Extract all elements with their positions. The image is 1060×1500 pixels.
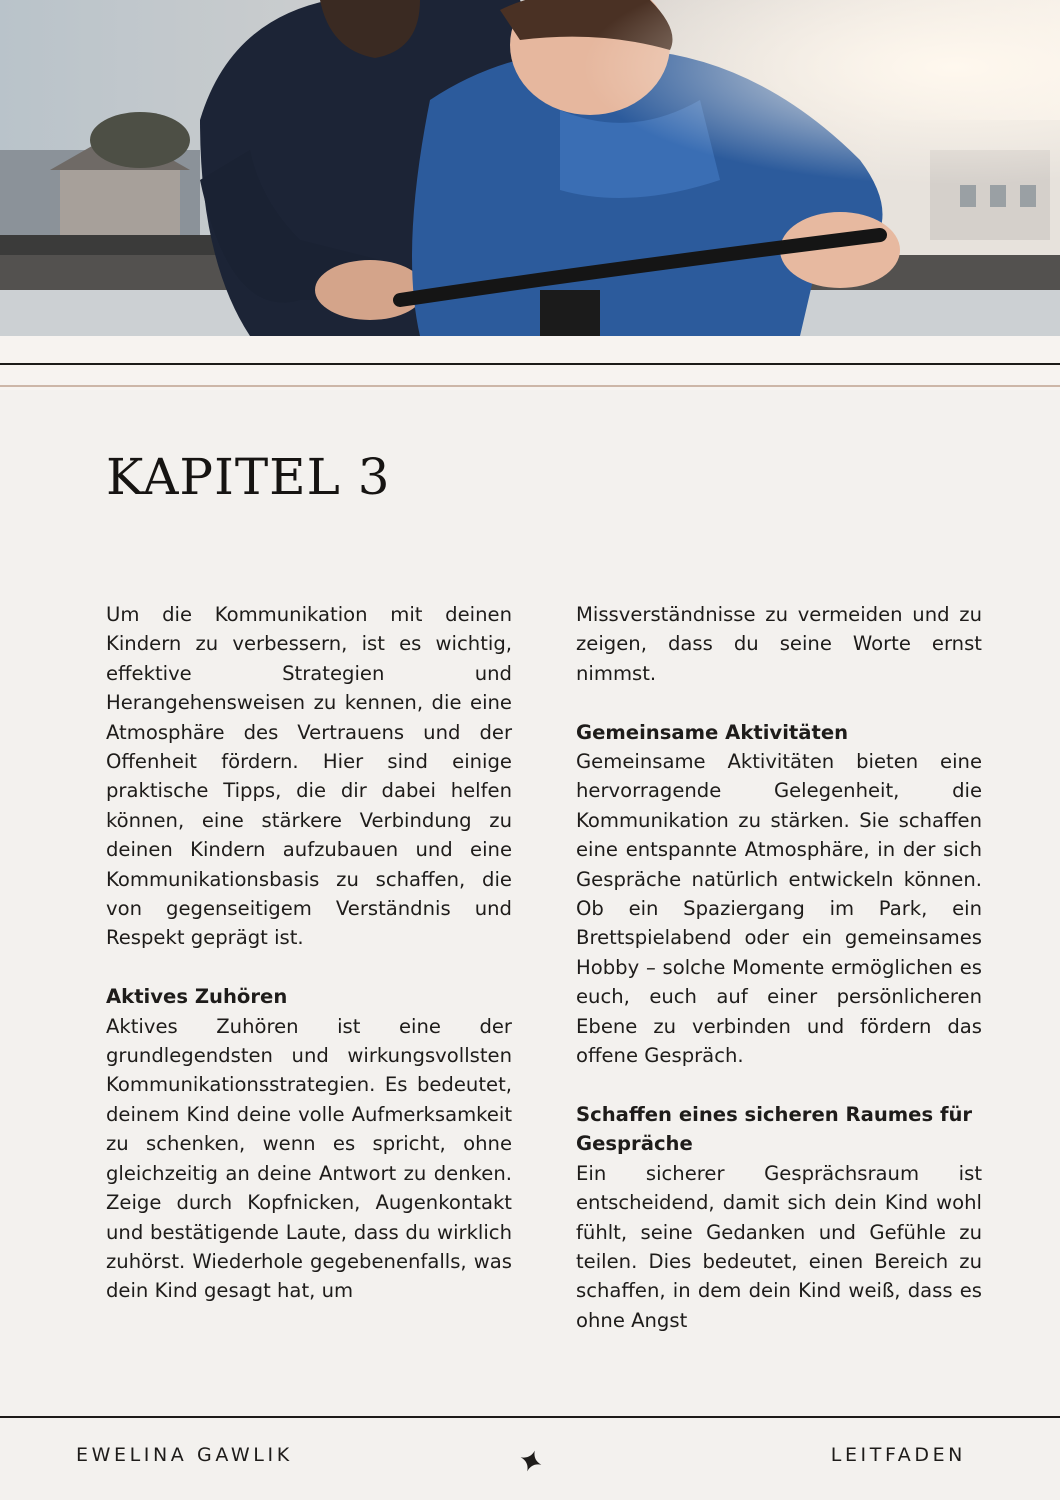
section-body-gemeinsame-aktivitaeten: Gemeinsame Aktivitäten bieten eine hervorragende Gelegenheit, die Kommunikation zu stärken. Sie schaffen eine entspannte Atmosphäre, in der sich Gespräche natürlich entwickeln können. Ob ein Spaziergang im Park, ein Brettspielabend oder ein gemeinsames Hobby – solche Momente ermöglichen es euch, euch auf einer persönlicheren Ebene zu verbinden und fördern das offene Gespräch. — [576, 750, 982, 1068]
paragraph-gap — [106, 953, 512, 982]
divider-line-dark — [0, 363, 1060, 365]
section-body-aktives-zuhoeren: Aktives Zuhören ist eine der grundlegendsten und wirkungsvollsten Kommunikationsstrategien. Es bedeutet, deinem Kind deine volle Aufmerksamkeit zu schenken, wenn es spricht, ohne gleichzeitig an deine Antwort zu denken. Zeige durch Kopfnicken, Augenkontakt und bestätigende Laute, dass du wirklich zuhörst. Wiederhole gegebenenfalls, was dein Kind gesagt hat, um — [106, 1014, 512, 1303]
section-heading-sicherer-raum: Schaffen eines sicheren Raumes für Gespräche — [576, 1102, 973, 1156]
paragraph-gap — [576, 1070, 982, 1099]
right-column — [576, 600, 982, 1335]
footer-label: LEITFADEN — [830, 1444, 966, 1466]
four-point-star-icon — [518, 1448, 544, 1474]
hero-photo — [0, 0, 1060, 336]
left-column — [106, 600, 512, 1306]
chapter-title: KAPITEL 3 — [106, 448, 391, 506]
paragraph-gap — [576, 688, 982, 717]
section-body-sicherer-raum: Ein sicherer Gesprächsraum ist entscheidend, damit sich dein Kind wohl fühlt, seine Gedanken und Gefühle zu teilen. Dies bedeutet, einen Bereich zu schaffen, in dem dein Kind weiß, dass es ohne Angst — [576, 1161, 982, 1332]
section-heading-gemeinsame-aktivitaeten: Gemeinsame Aktivitäten — [576, 720, 849, 744]
intro-paragraph: Um die Kommunikation mit deinen Kindern zu verbessern, ist es wichtig, effektive Strategien und Herangehensweisen zu kennen, die eine Atmosphäre des Vertrauens und der Offenheit fördern. Hier sind einige praktische Tipps, die dir dabei helfen können, eine stärkere Verbindung zu deinen Kindern aufzubauen und eine Kommunikationsbasis zu schaffen, die von gegenseitigem Verständnis und Respekt geprägt ist. — [106, 603, 512, 950]
section-heading-aktives-zuhoeren: Aktives Zuhören — [106, 985, 288, 1009]
footer-author: EWELINA GAWLIK — [76, 1444, 293, 1466]
footer-divider — [0, 1416, 1060, 1418]
divider-line-light — [0, 385, 1060, 387]
continuation-paragraph: Missverständnisse zu vermeiden und zu zeigen, dass du seine Worte ernst nimmst. — [576, 603, 982, 685]
divider-band — [0, 336, 1060, 390]
hero-photo-illustration — [0, 0, 1060, 336]
